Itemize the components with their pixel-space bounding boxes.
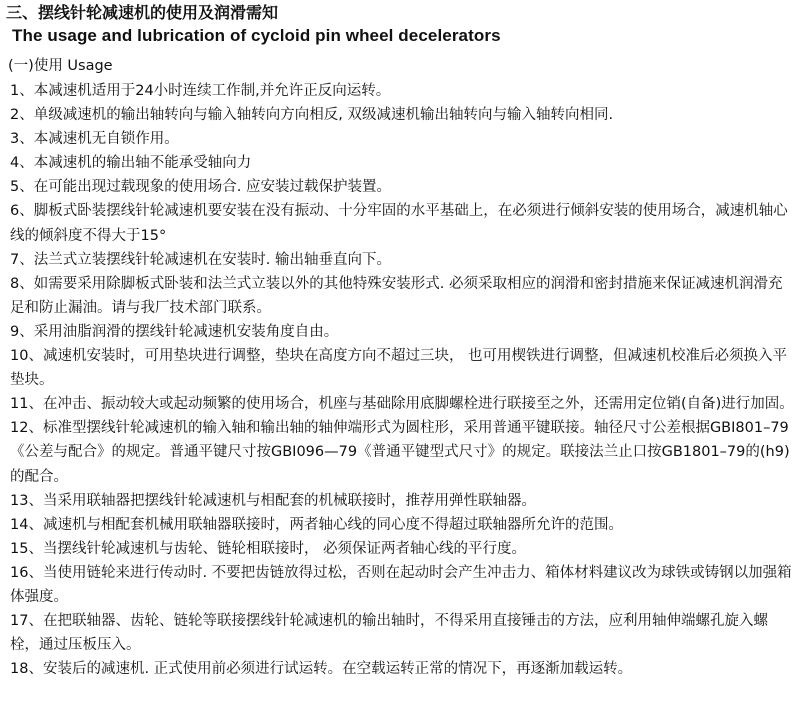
section-heading-chinese: 三、摆线针轮减速机的使用及润滑需知	[6, 3, 279, 22]
instruction-item-4: 4、本减速机的输出轴不能承受轴向力	[10, 155, 252, 172]
instruction-item-3: 3、本减速机无自锁作用。	[10, 131, 179, 148]
subsection-heading-usage: (一)使用 Usage	[8, 58, 113, 74]
instruction-item-7: 7、法兰式立装摆线针轮减速机在安装时. 输出轴垂直向下。	[10, 251, 391, 268]
instruction-item-6: 6、脚板式卧装摆线针轮减速机要安装在没有振动、十分牢固的水平基础上，在必须进行倾斜安装的使用场合，减速机轴心线的倾斜度不得大于15°	[10, 203, 788, 244]
instruction-item-2: 2、单级减速机的输出轴转向与输入轴转向方向相反, 双级减速机输出轴转向与输入轴转向相同.	[10, 107, 614, 124]
instruction-item-5: 5、在可能出现过载现象的使用场合. 应安装过载保护装置。	[10, 179, 391, 196]
instruction-item-9: 9、采用油脂润滑的摆线针轮减速机安装角度自由。	[10, 323, 339, 340]
instruction-item-1: 1、本减速机适用于24小时连续工作制,并允许正反向运转。	[10, 83, 391, 99]
instruction-item-12: 12、标准型摆线针轮减速机的输入轴和输出轴的轴伸端形式为圆柱形，采用普通平键联接。轴径尺寸公差根据GBI801–79《公差与配合》的规定。普通平键尺寸按GBI096—79《普通平键型式尺寸》的规定。联接法兰止口按GB1801–79的(h9)的配合。	[10, 420, 790, 485]
section-heading-english: The usage and lubrication of cycloid pin wheel decelerators	[12, 26, 501, 45]
instruction-item-16: 16、当使用链轮来进行传动时. 不要把齿链放得过松，否则在起动时会产生冲击力、箱体材料建议改为球铁或铸钢以加强箱体强度。	[10, 564, 792, 605]
instruction-item-15: 15、当摆线针轮减速机与齿轮、链轮相联接时， 必须保证两者轴心线的平行度。	[10, 540, 527, 557]
instruction-item-17: 17、在把联轴器、齿轮、链轮等联接摆线针轮减速机的输出轴时，不得采用直接锤击的方法，应利用轴伸端螺孔旋入螺栓，通过压板压入。	[10, 613, 768, 654]
instruction-item-11: 11、在冲击、振动较大或起动频繁的使用场合，机座与基础除用底脚螺栓进行联接至之外，还需用定位销(自备)进行加固。	[10, 396, 794, 413]
instruction-item-10: 10、减速机安装时，可用垫块进行调整，垫块在高度方向不超过三块， 也可用楔铁进行调整，但减速机校准后必须换入平垫块。	[10, 348, 788, 389]
instruction-item-18: 18、安装后的减速机. 正式使用前必须进行试运转。在空载运转正常的情况下，再逐渐加载运转。	[10, 661, 633, 678]
instruction-item-8: 8、如需要采用除脚板式卧装和法兰式立装以外的其他特殊安装形式. 必须采取相应的润滑和密封措施来保证减速机润滑充足和防止漏油。请与我厂技术部门联系。	[10, 275, 783, 316]
instruction-item-14: 14、减速机与相配套机械用联轴器联接时，两者轴心线的同心度不得超过联轴器所允许的范围。	[10, 516, 623, 533]
instruction-item-13: 13、当采用联轴器把摆线针轮减速机与相配套的机械联接时，推荐用弹性联轴器。	[10, 492, 536, 509]
usage-instructions-list	[10, 79, 794, 681]
